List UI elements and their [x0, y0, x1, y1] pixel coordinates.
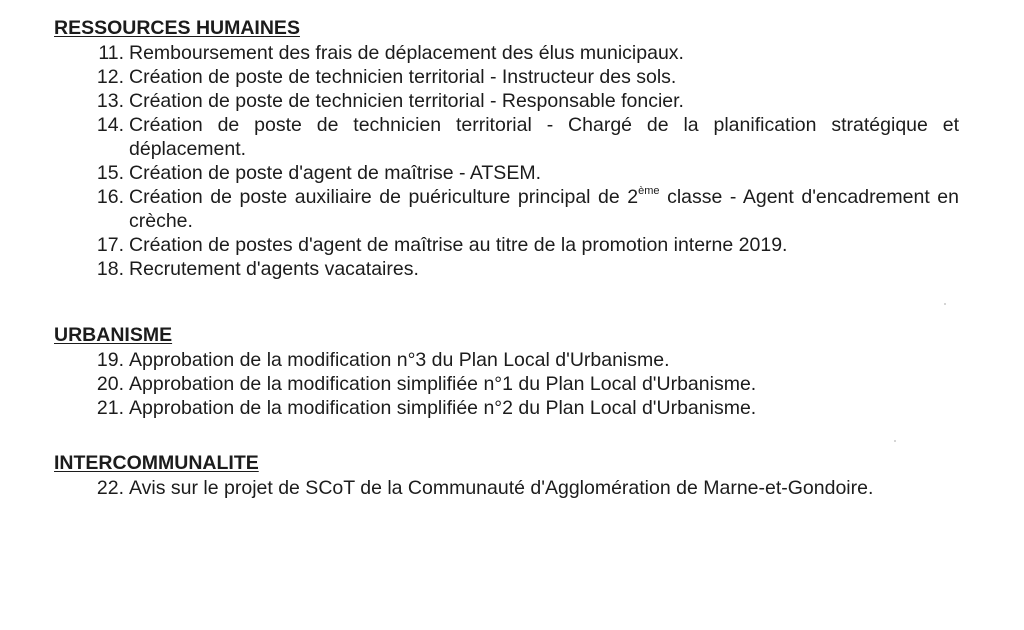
- item-number: 19.: [96, 349, 124, 371]
- list-item: [54, 113, 959, 161]
- scan-speck: [894, 440, 896, 442]
- item-number: 12.: [96, 66, 124, 88]
- item-number: 18.: [96, 258, 124, 280]
- item-number: 11.: [98, 42, 124, 64]
- scan-speck: [944, 303, 946, 305]
- item-text-part: classe - Agent d'encadrement en crèche.: [129, 186, 959, 232]
- item-text: [129, 185, 959, 233]
- list-item: [54, 161, 959, 185]
- section-heading: URBANISME: [54, 324, 173, 346]
- item-number: 16.: [96, 186, 124, 208]
- item-number: 20.: [96, 373, 124, 395]
- list-item: [54, 185, 959, 233]
- item-text: Création de poste de technicien territorial - Responsable foncier.: [129, 90, 684, 112]
- item-text: Approbation de la modification simplifiée n°2 du Plan Local d'Urbanisme.: [129, 397, 757, 419]
- list-item: [54, 372, 959, 396]
- item-number: 13.: [96, 90, 124, 112]
- item-text: Création de postes d'agent de maîtrise au titre de la promotion interne 2019.: [129, 234, 788, 256]
- item-text: Remboursement des frais de déplacement des élus municipaux.: [129, 42, 684, 64]
- item-text: Approbation de la modification n°3 du Plan Local d'Urbanisme.: [129, 349, 670, 371]
- item-number: 15.: [96, 162, 124, 184]
- ordinal-superscript: ème: [638, 185, 660, 197]
- section-heading: INTERCOMMUNALITE: [54, 452, 259, 474]
- list-item: [54, 257, 959, 281]
- item-number: 14.: [96, 114, 124, 136]
- list-item: [54, 41, 959, 65]
- section-heading: RESSOURCES HUMAINES: [54, 17, 300, 39]
- item-text: Avis sur le projet de SCoT de la Communauté d'Agglomération de Marne-et-Gondoire.: [129, 477, 874, 499]
- list-item: [54, 65, 959, 89]
- item-number: 22.: [96, 477, 124, 499]
- list-item: [54, 348, 959, 372]
- section-ressources-humaines: [54, 15, 959, 281]
- list-item: [54, 89, 959, 113]
- item-number: 21.: [96, 397, 124, 419]
- item-text: Recrutement d'agents vacataires.: [129, 258, 419, 280]
- item-text: Approbation de la modification simplifiée n°1 du Plan Local d'Urbanisme.: [129, 373, 757, 395]
- list-item: [54, 476, 959, 500]
- item-text: Création de poste de technicien territorial - Chargé de la planification stratégique et déplacement.: [129, 114, 959, 160]
- item-text: Création de poste d'agent de maîtrise - ATSEM.: [129, 162, 541, 184]
- section-intercommunalite: [54, 450, 959, 500]
- item-text: Création de poste de technicien territorial - Instructeur des sols.: [129, 66, 677, 88]
- list-item: [54, 396, 959, 420]
- item-number: 17.: [96, 234, 124, 256]
- item-text-part: Création de poste auxiliaire de puériculture principal de 2: [129, 186, 639, 208]
- section-urbanisme: [54, 322, 959, 420]
- list-item: [54, 233, 959, 257]
